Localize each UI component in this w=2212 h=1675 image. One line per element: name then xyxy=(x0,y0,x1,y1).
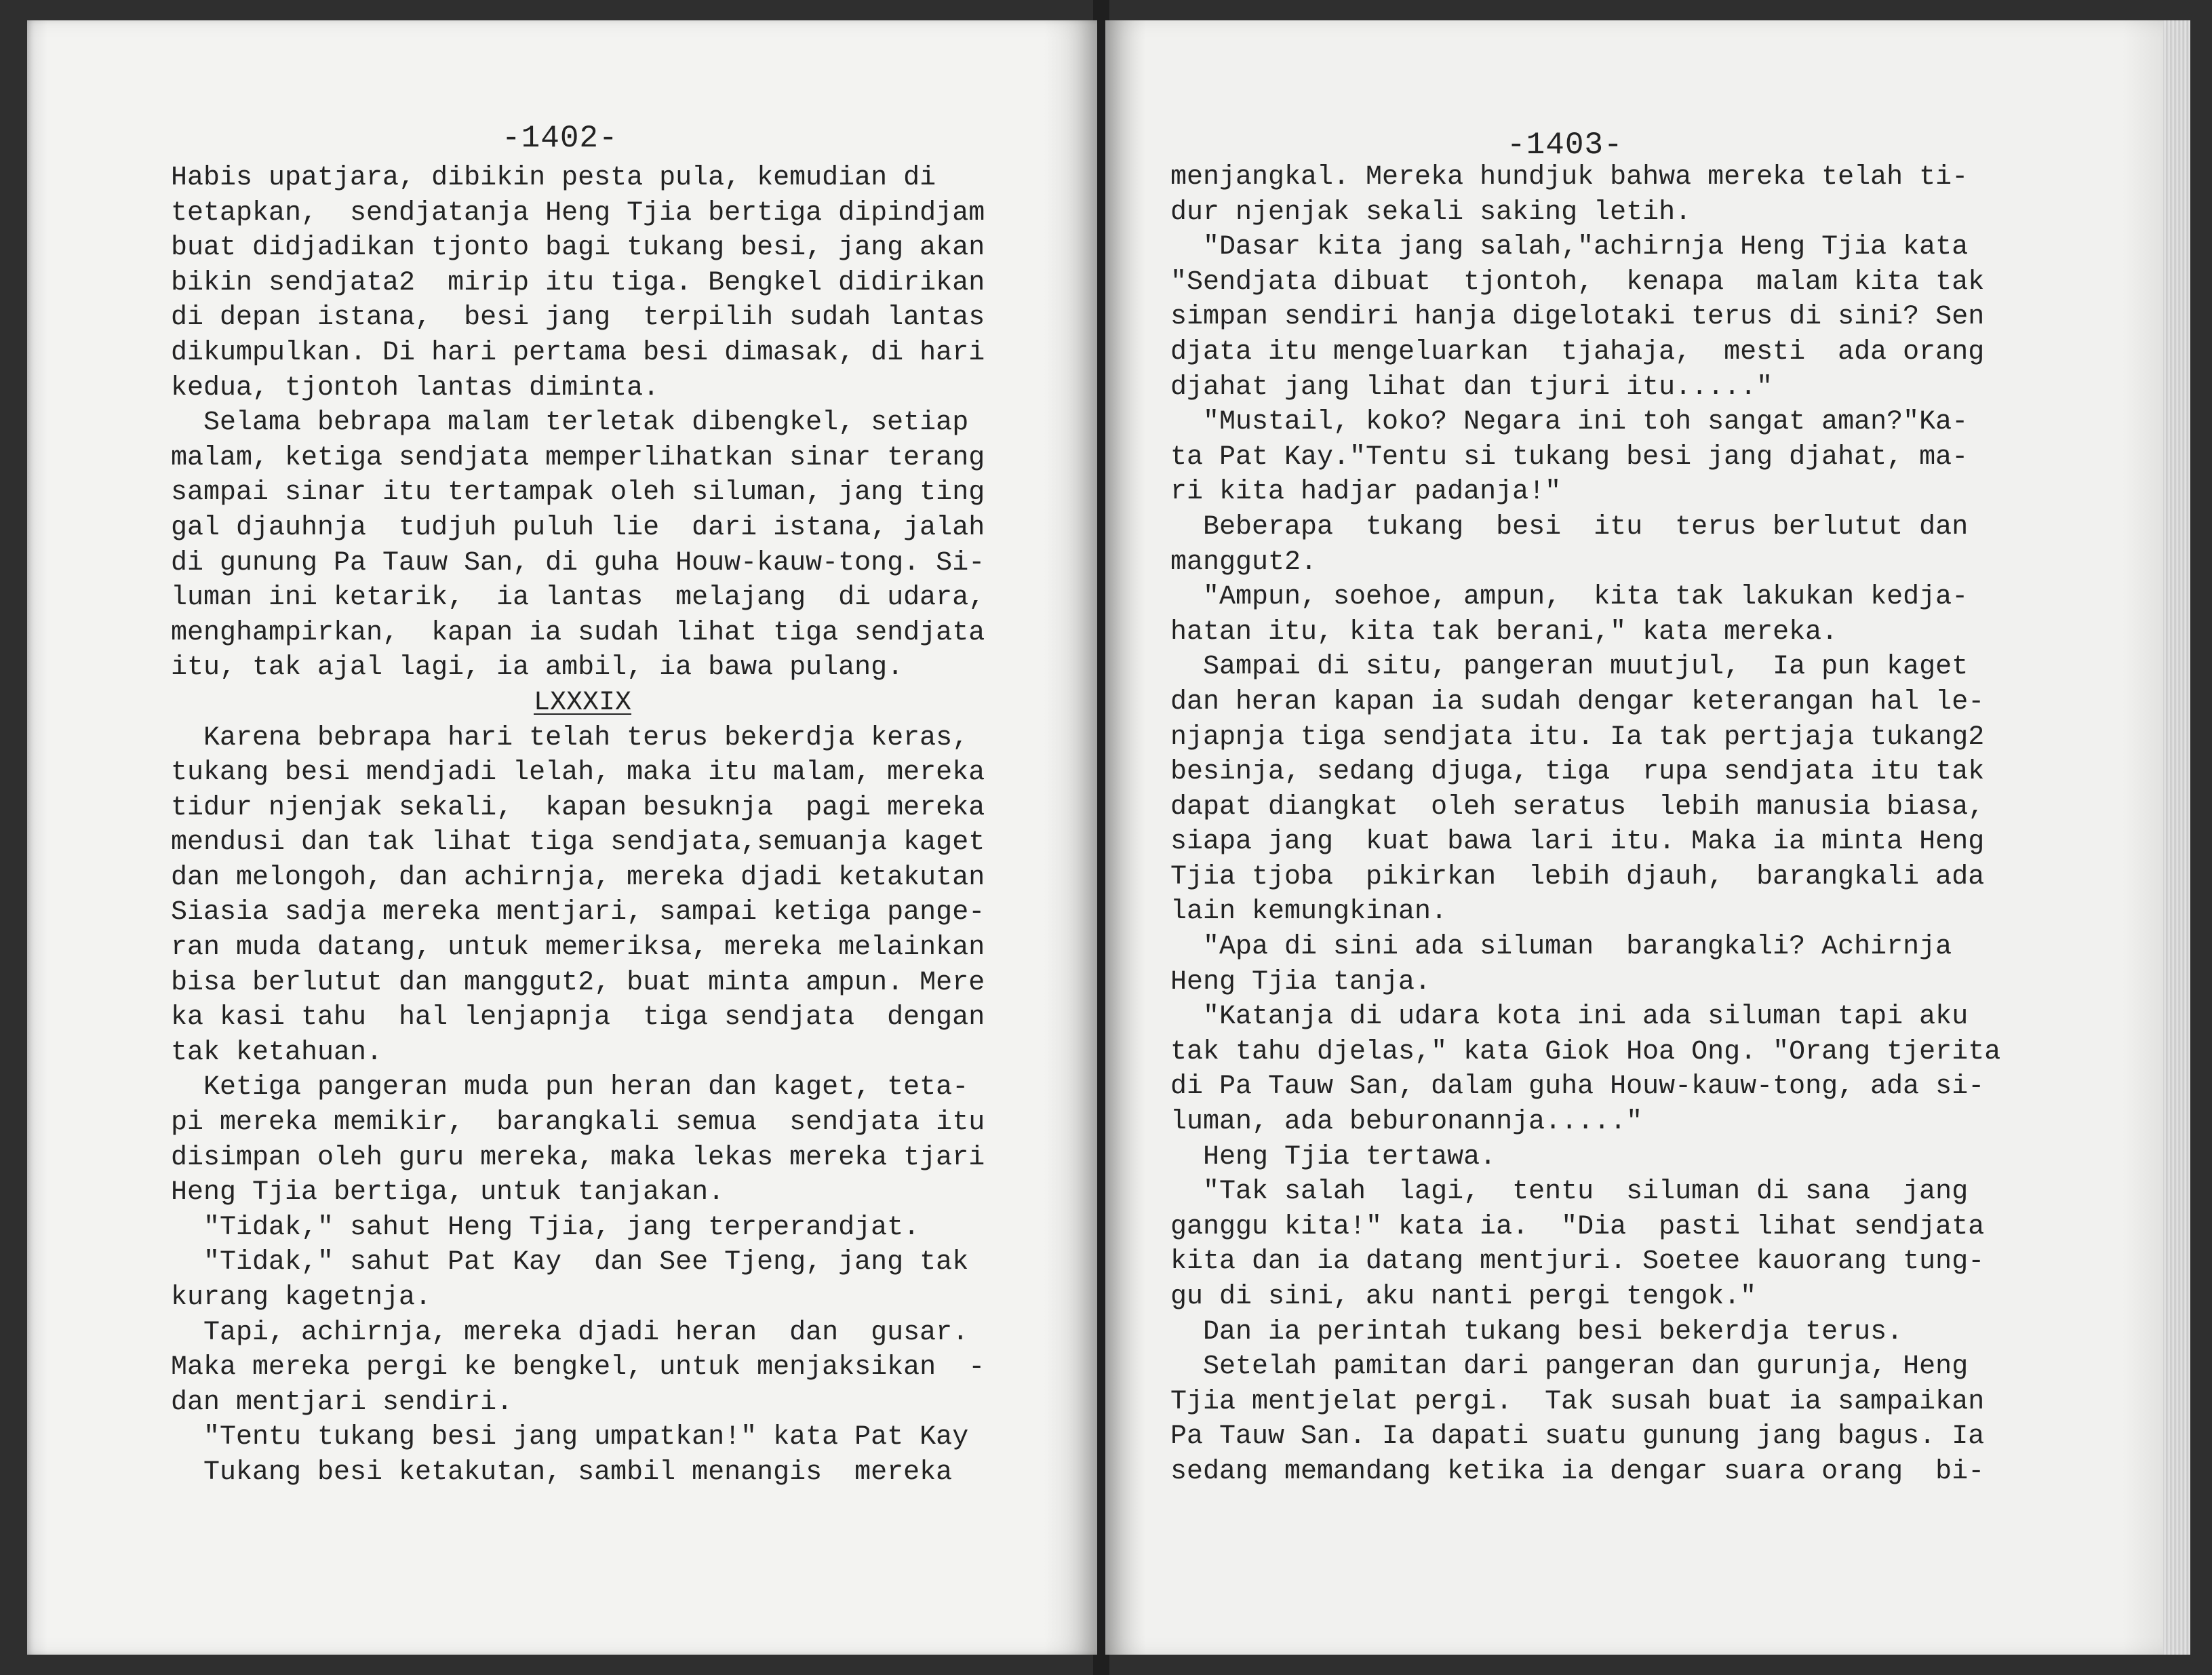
page-edges xyxy=(2163,20,2190,1655)
text-line: Heng Tjia tertawa. xyxy=(1170,1141,1497,1172)
right-page-text xyxy=(1170,160,2000,1490)
text-line: Tjia mentjelat pergi. Tak susah buat ia sampaikan xyxy=(1170,1386,1985,1417)
text-line: Karena bebrapa hari telah terus bekerdja keras, xyxy=(171,722,969,753)
text-line: Tjia tjoba pikirkan lebih djauh, barangkali ada xyxy=(1170,861,1985,892)
text-line: "Sendjata dibuat tjontoh, kenapa malam kita tak xyxy=(1170,267,1985,298)
text-line: njapnja tiga sendjata itu. Ia tak pertjaja tukang2 xyxy=(1170,722,1985,753)
text-line: Ketiga pangeran muda pun heran dan kaget, teta- xyxy=(171,1072,969,1103)
text-line: tak tahu djelas," kata Giok Hoa Ong. "Orang tjerita xyxy=(1170,1036,2001,1067)
right-page xyxy=(1105,20,2163,1655)
text-line: Tapi, achirnja, mereka djadi heran dan gusar. xyxy=(171,1317,969,1348)
text-line: Selama bebrapa malam terletak dibengkel, setiap xyxy=(171,408,969,439)
text-line: luman, ada beburonannja....." xyxy=(1170,1107,1643,1138)
text-line: Beberapa tukang besi itu terus berlutut dan xyxy=(1170,511,1969,543)
text-line: luman ini ketarik, ia lantas melajang di udara, xyxy=(171,583,985,614)
text-line: Maka mereka pergi ke bengkel, untuk menjaksikan - xyxy=(171,1352,985,1383)
text-line: Sampai di situ, pangeran muutjul, Ia pun kaget xyxy=(1170,652,1969,683)
text-line: dan heran kapan ia sudah dengar keterangan hal le- xyxy=(1170,686,1985,717)
text-line: siapa jang kuat bawa lari itu. Maka ia minta Heng xyxy=(1170,827,1985,858)
text-line: malam, ketiga sendjata memperlihatkan sinar terang xyxy=(171,442,985,473)
text-line: Tukang besi ketakutan, sambil menangis mereka xyxy=(171,1457,953,1488)
text-line: Habis upatjara, dibikin pesta pula, kemudian di xyxy=(171,163,936,193)
left-page-number: -1402- xyxy=(502,121,618,156)
text-line: tak ketahuan. xyxy=(171,1037,383,1068)
text-line: kedua, tjontoh lantas diminta. xyxy=(171,372,660,403)
text-line: lain kemungkinan. xyxy=(1170,896,1448,928)
text-line: bikin sendjata2 mirip itu tiga. Bengkel didirikan xyxy=(171,267,985,298)
text-line: gal djauhnja tudjuh puluh lie dari istana, jalah xyxy=(171,512,985,543)
text-line: "Apa di sini ada siluman barangkali? Achirnja xyxy=(1170,932,1952,963)
chapter-heading: LXXXIX xyxy=(534,687,632,718)
text-line: di depan istana, besi jang terpilih sudah lantas xyxy=(171,302,985,334)
text-line: itu, tak ajal lagi, ia ambil, ia bawa pulang. xyxy=(171,652,904,684)
text-line: tetapkan, sendjatanja Heng Tjia bertiga dipindjam xyxy=(171,197,985,229)
text-line: "Tak salah lagi, tentu siluman di sana jang xyxy=(1170,1177,1969,1208)
text-line: Pa Tauw San. Ia dapati suatu gunung jang bagus. Ia xyxy=(1170,1421,1985,1453)
text-line: di Pa Tauw San, dalam guha Houw-kauw-tong, ada si- xyxy=(1170,1071,1985,1103)
text-line: dikumpulkan. Di hari pertama besi dimasak, di hari xyxy=(171,337,985,368)
text-line: gu di sini, aku nanti pergi tengok." xyxy=(1170,1282,1757,1312)
text-line: dan melongoh, dan achirnja, mereka djadi ketakutan xyxy=(171,862,985,893)
left-page-text xyxy=(171,161,985,1491)
text-line: mendusi dan tak lihat tiga sendjata,semuanja kaget xyxy=(171,827,985,859)
text-line: Heng Tjia tanja. xyxy=(1170,966,1431,998)
text-line: disimpan oleh guru mereka, maka lekas mereka tjari xyxy=(171,1142,985,1173)
text-line: di gunung Pa Tauw San, di guha Houw-kauw-tong. Si- xyxy=(171,547,985,578)
text-line: sampai sinar itu tertampak oleh siluman, jang ting xyxy=(171,477,985,509)
text-line: sedang memandang ketika ia dengar suara orang bi- xyxy=(1170,1456,1985,1487)
text-line: pi mereka memikir, barangkali semua sendjata itu xyxy=(171,1107,985,1139)
text-line: "Tentu tukang besi jang umpatkan!" kata Pat Kay xyxy=(171,1422,969,1453)
text-line: dapat diangkat oleh seratus lebih manusia biasa, xyxy=(1170,791,1985,823)
text-line: "Ampun, soehoe, ampun, kita tak lakukan kedja- xyxy=(1170,582,1969,613)
text-line: tidur njenjak sekali, kapan besuknja pagi mereka xyxy=(171,792,985,823)
text-line: manggut2. xyxy=(1170,547,1318,578)
text-line: ri kita hadjar padanja!" xyxy=(1170,477,1562,508)
text-line: simpan sendiri hanja digelotaki terus di sini? Sen xyxy=(1170,302,1985,333)
text-line: kita dan ia datang mentjuri. Soetee kauorang tung- xyxy=(1170,1246,1985,1278)
text-line: djahat jang lihat dan tjuri itu....." xyxy=(1170,372,1773,403)
text-line: ganggu kita!" kata ia. "Dia pasti lihat sendjata xyxy=(1170,1211,1985,1242)
text-line: besinja, sedang djuga, tiga rupa sendjata itu tak xyxy=(1170,757,1985,788)
text-line: djata itu mengeluarkan tjahaja, mesti ada orang xyxy=(1170,336,1985,368)
text-line: Siasia sadja mereka mentjari, sampai ketiga pange- xyxy=(171,897,985,928)
text-line: "Tidak," sahut Pat Kay dan See Tjeng, jang tak xyxy=(171,1247,969,1278)
text-line: bisa berlutut dan manggut2, buat minta ampun. Mere xyxy=(171,967,985,998)
text-line: menghampirkan, kapan ia sudah lihat tiga sendjata xyxy=(171,617,985,648)
text-line: menjangkal. Mereka hundjuk bahwa mereka telah ti- xyxy=(1170,162,1969,193)
right-page-number: -1403- xyxy=(1507,127,1623,163)
text-line: hatan itu, kita tak berani," kata mereka. xyxy=(1170,616,1838,648)
text-line: ka kasi tahu hal lenjapnja tiga sendjata dengan xyxy=(171,1002,985,1033)
text-line: Dan ia perintah tukang besi bekerdja terus. xyxy=(1170,1316,1903,1347)
text-line: "Tidak," sahut Heng Tjia, jang terperandjat. xyxy=(171,1212,920,1243)
left-page xyxy=(27,20,1097,1655)
text-line: kurang kagetnja. xyxy=(171,1282,432,1313)
text-line: ran muda datang, untuk memeriksa, mereka melainkan xyxy=(171,932,985,964)
text-line: "Mustail, koko? Negara ini toh sangat aman?"Ka- xyxy=(1170,407,1969,438)
text-line: buat didjadikan tjonto bagi tukang besi, jang akan xyxy=(171,233,985,264)
text-line: ta Pat Kay."Tentu si tukang besi jang djahat, ma- xyxy=(1170,441,1969,473)
text-line: dur njenjak sekali saking letih. xyxy=(1170,197,1692,228)
text-line: "Katanja di udara kota ini ada siluman tapi aku xyxy=(1170,1002,1969,1033)
text-line: "Dasar kita jang salah,"achirnja Heng Tjia kata xyxy=(1170,232,1969,263)
text-line: Setelah pamitan dari pangeran dan gurunja, Heng xyxy=(1170,1352,1969,1383)
text-line: dan mentjari sendiri. xyxy=(171,1387,513,1418)
text-line: Heng Tjia bertiga, untuk tanjakan. xyxy=(171,1177,725,1208)
text-line: tukang besi mendjadi lelah, maka itu malam, mereka xyxy=(171,757,985,789)
